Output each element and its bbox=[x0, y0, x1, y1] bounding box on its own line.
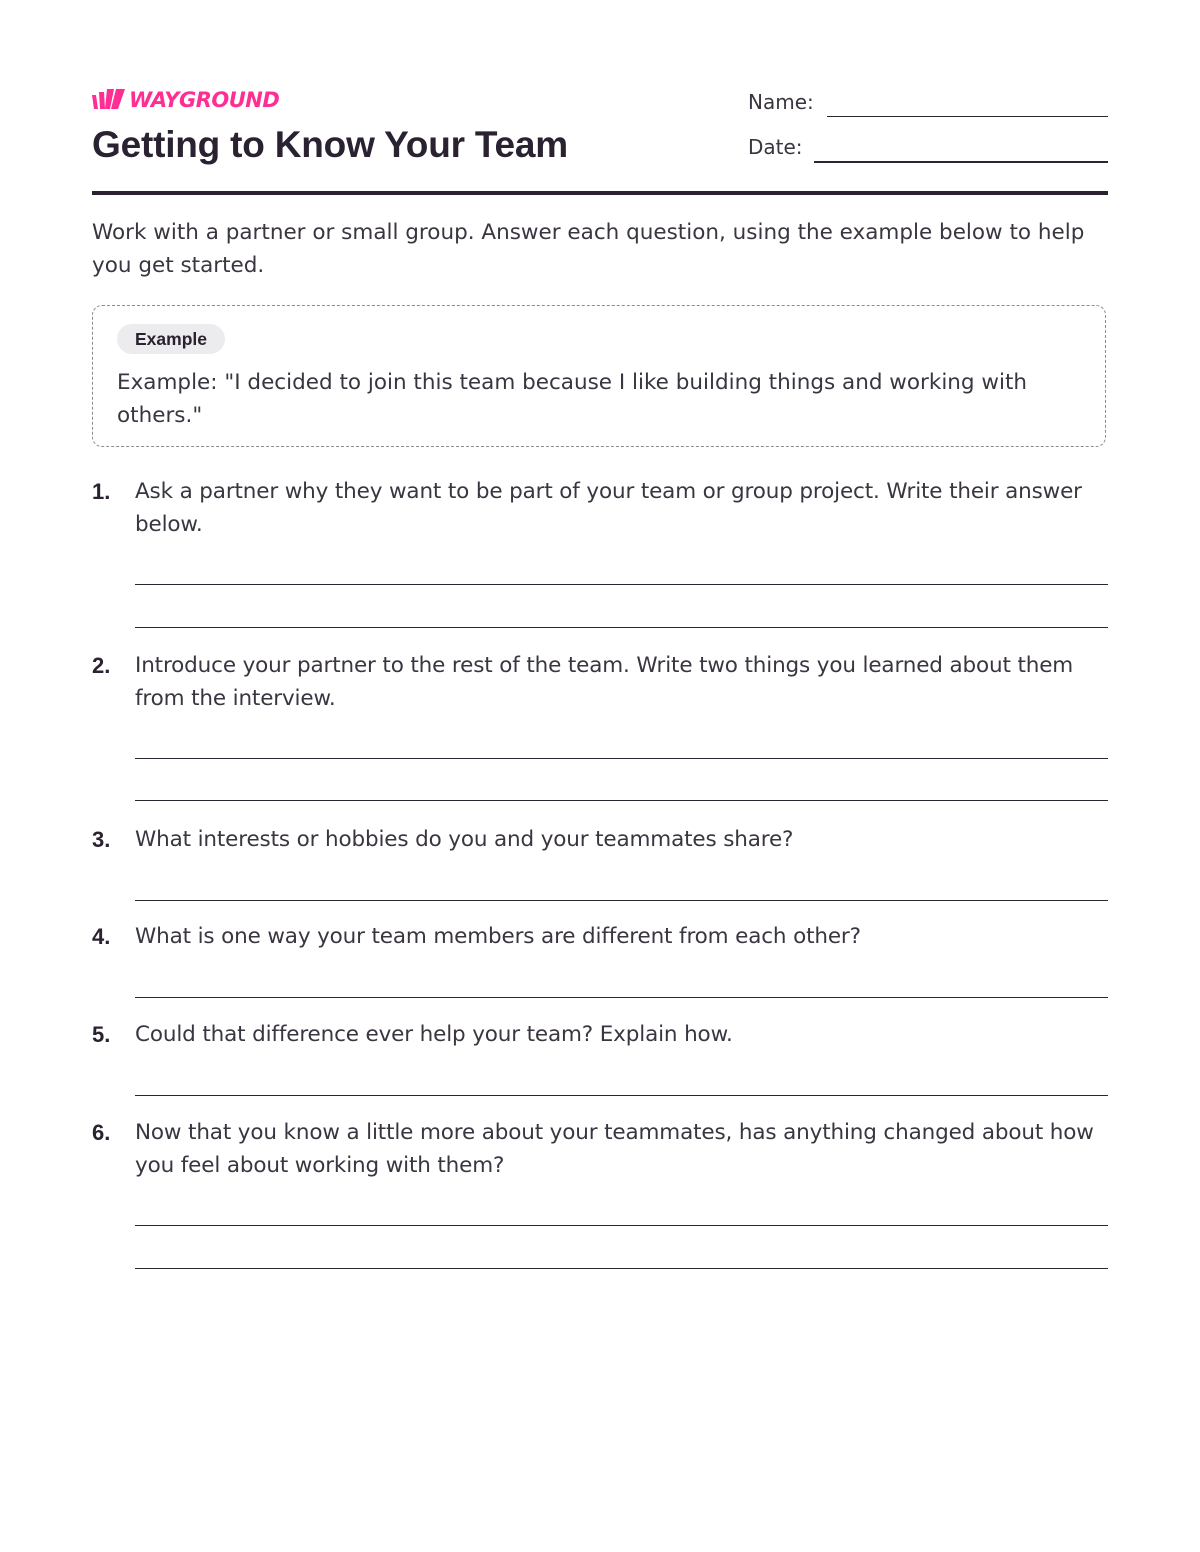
question-number: 4. bbox=[92, 924, 111, 949]
answer-line[interactable] bbox=[135, 1225, 1108, 1226]
answer-line[interactable] bbox=[135, 900, 1108, 901]
wayground-logo-icon bbox=[92, 89, 126, 111]
instructions: Work with a partner or small group. Answer each question, using the example below to help you get started. bbox=[92, 220, 1085, 278]
worksheet-page bbox=[92, 0, 1108, 1552]
question-number: 5. bbox=[92, 1022, 111, 1047]
question-text: Ask a partner why they want to be part of your team or group project. Write their answer below. bbox=[135, 479, 1082, 537]
question-text: What interests or hobbies do you and your teammates share? bbox=[135, 827, 794, 852]
question-number: 1. bbox=[92, 479, 111, 504]
brand-name: WAYGROUND bbox=[129, 88, 280, 112]
date-field bbox=[748, 134, 803, 160]
page-title: Getting to Know Your Team bbox=[92, 124, 569, 165]
question-text: Introduce your partner to the rest of the team. Write two things you learned about them from the interview. bbox=[135, 653, 1074, 711]
name-input-line[interactable] bbox=[827, 116, 1108, 117]
example-box bbox=[92, 305, 1106, 447]
question-text: What is one way your team members are different from each other? bbox=[135, 924, 861, 949]
example-badge: Example bbox=[117, 324, 225, 354]
brand-logo bbox=[92, 88, 279, 112]
answer-line[interactable] bbox=[135, 1268, 1108, 1269]
answer-line[interactable] bbox=[135, 1095, 1108, 1096]
answer-line[interactable] bbox=[135, 584, 1108, 585]
answer-line[interactable] bbox=[135, 800, 1108, 801]
header-divider bbox=[92, 191, 1108, 195]
question-number: 2. bbox=[92, 653, 111, 678]
date-input-line[interactable] bbox=[814, 161, 1108, 163]
answer-line[interactable] bbox=[135, 997, 1108, 998]
answer-line[interactable] bbox=[135, 758, 1108, 759]
name-field bbox=[748, 89, 814, 115]
question-text: Could that difference ever help your team? Explain how. bbox=[135, 1022, 733, 1047]
date-label: Date: bbox=[748, 135, 803, 159]
question-number: 3. bbox=[92, 827, 111, 852]
example-text: Example: "I decided to join this team because I like building things and working with others." bbox=[117, 370, 1028, 428]
question-text: Now that you know a little more about your teammates, has anything changed about how you feel about working with them? bbox=[135, 1120, 1094, 1178]
name-label: Name: bbox=[748, 90, 814, 114]
question-number: 6. bbox=[92, 1120, 111, 1145]
answer-line[interactable] bbox=[135, 627, 1108, 628]
